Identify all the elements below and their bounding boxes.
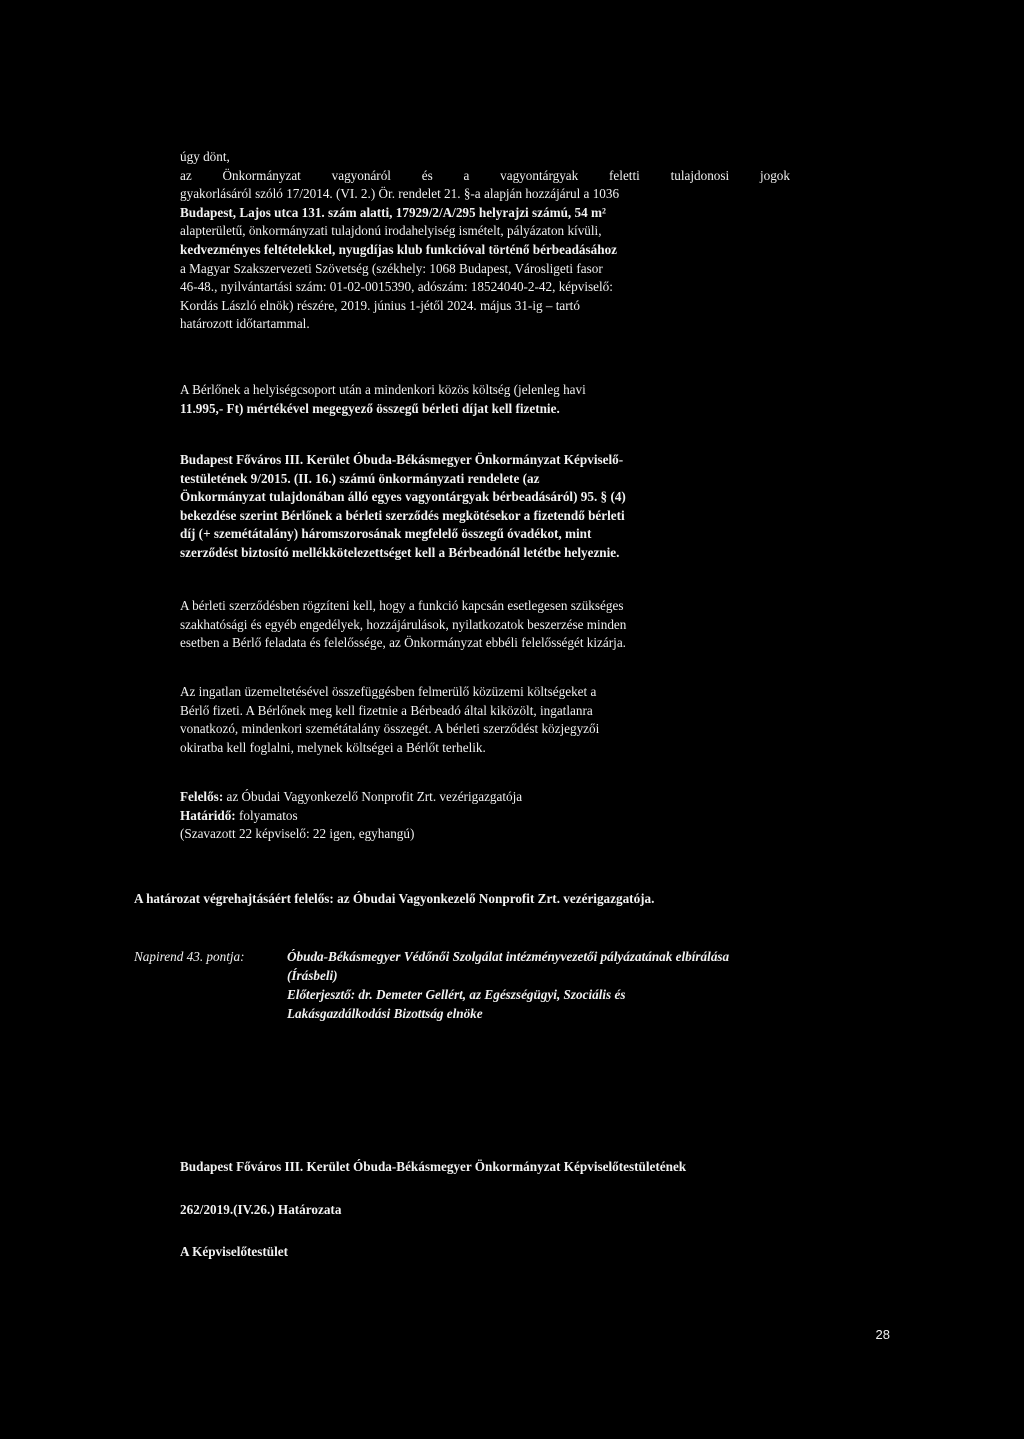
utilities-paragraph <box>180 683 790 757</box>
text-line: bekezdése szerint Bérlőnek a bérleti szerződés megkötésekor a fizetendő bérleti <box>180 507 625 523</box>
agenda-presenter-committee: Lakásgazdálkodási Bizottság elnöke <box>287 1006 483 1021</box>
text-line: A bérleti szerződésben rögzíteni kell, hogy a funkció kapcsán esetlegesen szükséges <box>180 598 624 613</box>
text-line: az Önkormányzat vagyonáról és a vagyontárgyak feletti tulajdonosi jogok <box>180 167 790 183</box>
text-line: Kordás László elnök) részére, 2019. június 1-jétől 2024. május 31-ig – tartó <box>180 297 580 313</box>
rent-paragraph <box>180 381 790 418</box>
resolution-decision-paragraph <box>180 148 790 334</box>
text-line: alapterületű, önkormányzati tulajdonú irodahelyiség ismételt, pályázaton kívüli, <box>180 223 602 239</box>
text-line: Budapest, Lajos utca 131. szám alatti, 17929/2/A/295 helyrajzi számú, 54 m² <box>180 204 606 220</box>
deadline-label: Határidő: <box>180 807 236 823</box>
agenda-title: Óbuda-Békásmegyer Védőnői Szolgálat intézményvezetői pályázatának elbírálása <box>287 949 730 964</box>
text-line: díj (+ szemétátalány) háromszorosának megfelelő összegű óvadékot, mint <box>180 526 592 542</box>
responsible-line <box>180 788 790 807</box>
agenda-title-written: (Írásbeli) <box>287 968 338 983</box>
text-line: úgy dönt, <box>180 149 230 164</box>
text-line: határozott időtartammal. <box>180 316 310 332</box>
text-line: kedvezményes feltételekkel, nyugdíjas klub funkcióval történő bérbeadásához <box>180 241 618 257</box>
text-line: vonatkozó, mindenkori szemétátalány összegét. A bérleti szerződést közjegyzői <box>180 721 600 737</box>
deadline-line <box>180 807 790 826</box>
council-heading: Budapest Főváros III. Kerület Óbuda-Békásmegyer Önkormányzat Képviselőtestületének <box>180 1159 687 1174</box>
agenda-label: Napirend 43. pontja: <box>134 949 245 964</box>
agenda-presenter: Előterjesztő: dr. Demeter Gellért, az Egészségügyi, Szociális és <box>287 987 626 1002</box>
text-line: 11.995,- Ft) mértékével megegyező összegű bérleti díjat kell fizetnie. <box>180 400 560 416</box>
text-line: 46-48., nyilvántartási szám: 01-02-0015390, adószám: 18524040-2-42, képviselő: <box>180 279 613 295</box>
text-line: esetben a Bérlő feladata és felelőssége, az Önkormányzat ebbéli felelősségét kizárja. <box>180 635 626 651</box>
text-line: Budapest Főváros III. Kerület Óbuda-Békásmegyer Önkormányzat Képviselő- <box>180 452 624 467</box>
text-line: okiratba kell foglalni, melynek költségei a Bérlőt terhelik. <box>180 739 486 755</box>
body-heading: A Képviselőtestület <box>180 1244 289 1259</box>
text-line: Az ingatlan üzemeltetésével összefüggésben felmerülő közüzemi költségeket a <box>180 684 597 699</box>
responsibility-block <box>180 788 790 844</box>
deadline-value: folyamatos <box>238 807 298 823</box>
vote-line: (Szavazott 22 képviselő: 22 igen, egyhangú) <box>180 826 415 842</box>
page-number: 28 <box>875 1327 890 1342</box>
execution-responsible-line: A határozat végrehajtásáért felelős: az Óbudai Vagyonkezelő Nonprofit Zrt. vezérigazgatója. <box>134 891 655 906</box>
text-line: Bérlő fizeti. A Bérlőnek meg kell fizetnie a Bérbeadó által kiközölt, ingatlanra <box>180 702 593 718</box>
text-line: a Magyar Szakszervezeti Szövetség (székhely: 1068 Budapest, Városligeti fasor <box>180 260 603 276</box>
responsible-label: Felelős: <box>180 789 224 804</box>
text-line: szakhatósági és egyéb engedélyek, hozzájárulások, nyilatkozatok beszerzése minden <box>180 616 627 632</box>
text-line: A Bérlőnek a helyiségcsoport után a mindenkori közös költség (jelenleg havi <box>180 382 586 397</box>
deposit-paragraph <box>180 451 790 563</box>
resolution-number: 262/2019.(IV.26.) Határozata <box>180 1202 342 1217</box>
text-line: gyakorlásáról szóló 17/2014. (VI. 2.) Ör. rendelet 21. §-a alapján hozzájárul a 1036 <box>180 186 620 202</box>
text-line: szerződést biztosító mellékkötelezettséget kell a Bérbeadónál letétbe helyeznie. <box>180 544 620 560</box>
responsible-value: az Óbudai Vagyonkezelő Nonprofit Zrt. vezérigazgatója <box>226 789 523 804</box>
text-line: Önkormányzat tulajdonában álló egyes vagyontárgyak bérbeadásáról) 95. § (4) <box>180 489 626 505</box>
permits-paragraph <box>180 597 790 653</box>
text-line: testületének 9/2015. (II. 16.) számú önkormányzati rendelete (az <box>180 470 540 486</box>
